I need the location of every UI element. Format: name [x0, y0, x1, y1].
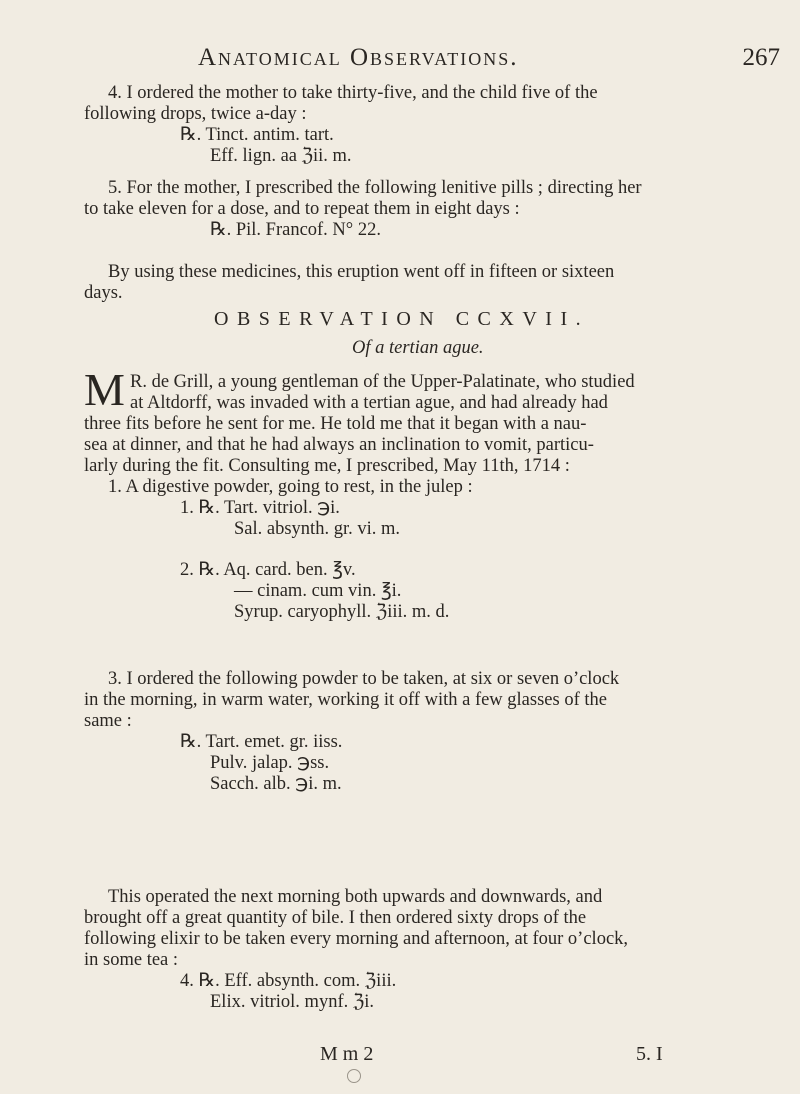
prescription-line: 4. ℞. Eff. absynth. com. ℨiii. [180, 971, 397, 991]
text-line: following drops, twice a-day : [84, 104, 307, 124]
prescription-line: ℞. Tart. emet. gr. iiss. [180, 732, 343, 752]
prescription-line: Eff. lign. aa ℨii. m. [210, 146, 352, 166]
signature-mark: M m 2 [320, 1043, 374, 1065]
text-line: By using these medicines, this eruption went off in fifteen or sixteen [108, 262, 615, 282]
running-head: Anatomical Observations. [198, 44, 519, 71]
paragraph-powder [84, 669, 716, 795]
text-line: brought off a great quantity of bile. I then ordered sixty drops of the [84, 908, 587, 928]
prescription-line: 1. ℞. Tart. vitriol. ℈i. [180, 498, 340, 518]
text-line: 4. I ordered the mother to take thirty-five, and the child five of the [108, 83, 598, 103]
paragraph-elixir [84, 887, 716, 1013]
text-line: in the morning, in warm water, working it off with a few glasses of the [84, 690, 607, 710]
prescription-line: Sal. absynth. gr. vi. m. [234, 519, 400, 539]
paper-blemish-icon [347, 1069, 361, 1083]
catchword: 5. I [636, 1043, 663, 1065]
text-line: at Altdorff, was invaded with a tertian ague, and had already had [130, 393, 608, 413]
prescription-line: — cinam. cum vin. ℥i. [234, 581, 402, 601]
text-line: 5. For the mother, I prescribed the following lenitive pills ; directing her [108, 178, 642, 198]
prescription-line: ℞. Tinct. antim. tart. [180, 125, 334, 145]
case-paragraph [84, 372, 716, 623]
observation-subtitle: Of a tertian ague. [352, 338, 484, 358]
text-line: days. [84, 283, 123, 303]
text-line: 3. I ordered the following powder to be taken, at six or seven o’clock [108, 669, 620, 689]
paragraph-result [84, 262, 716, 304]
prescription-line: Elix. vitriol. mynf. ℨi. [210, 992, 375, 1012]
text-line: This operated the next morning both upwards and downwards, and [108, 887, 603, 907]
text-line: following elixir to be taken every morning and afternoon, at four o’clock, [84, 929, 629, 949]
text-line: to take eleven for a dose, and to repeat them in eight days : [84, 199, 520, 219]
prescription-line: Syrup. caryophyll. ℨiii. m. d. [234, 602, 450, 622]
text-line: in some tea : [84, 950, 179, 970]
prescription-line: ℞. Pil. Francof. N° 22. [210, 220, 381, 240]
text-line: sea at dinner, and that he had always an inclination to vomit, particu- [84, 435, 594, 455]
paragraph-5 [84, 178, 716, 241]
page-number: 267 [742, 44, 780, 71]
prescription-line: Pulv. jalap. ℈ss. [210, 753, 330, 773]
page-header [198, 44, 798, 76]
text-line: larly during the fit. Consulting me, I prescribed, May 11th, 1714 : [84, 456, 570, 476]
prescription-line: 2. ℞. Aq. card. ben. ℥v. [180, 560, 356, 580]
paragraph-4 [84, 83, 716, 167]
prescription-line: Sacch. alb. ℈i. m. [210, 774, 342, 794]
text-line: R. de Grill, a young gentleman of the Upper-Palatinate, who studied [130, 372, 635, 392]
observation-title: OBSERVATION CCXVII. [214, 308, 590, 330]
drop-cap: M [84, 364, 125, 415]
text-line: 1. A digestive powder, going to rest, in the julep : [108, 477, 473, 497]
text-line: three fits before he sent for me. He told me that it began with a nau- [84, 414, 587, 434]
text-line: same : [84, 711, 132, 731]
